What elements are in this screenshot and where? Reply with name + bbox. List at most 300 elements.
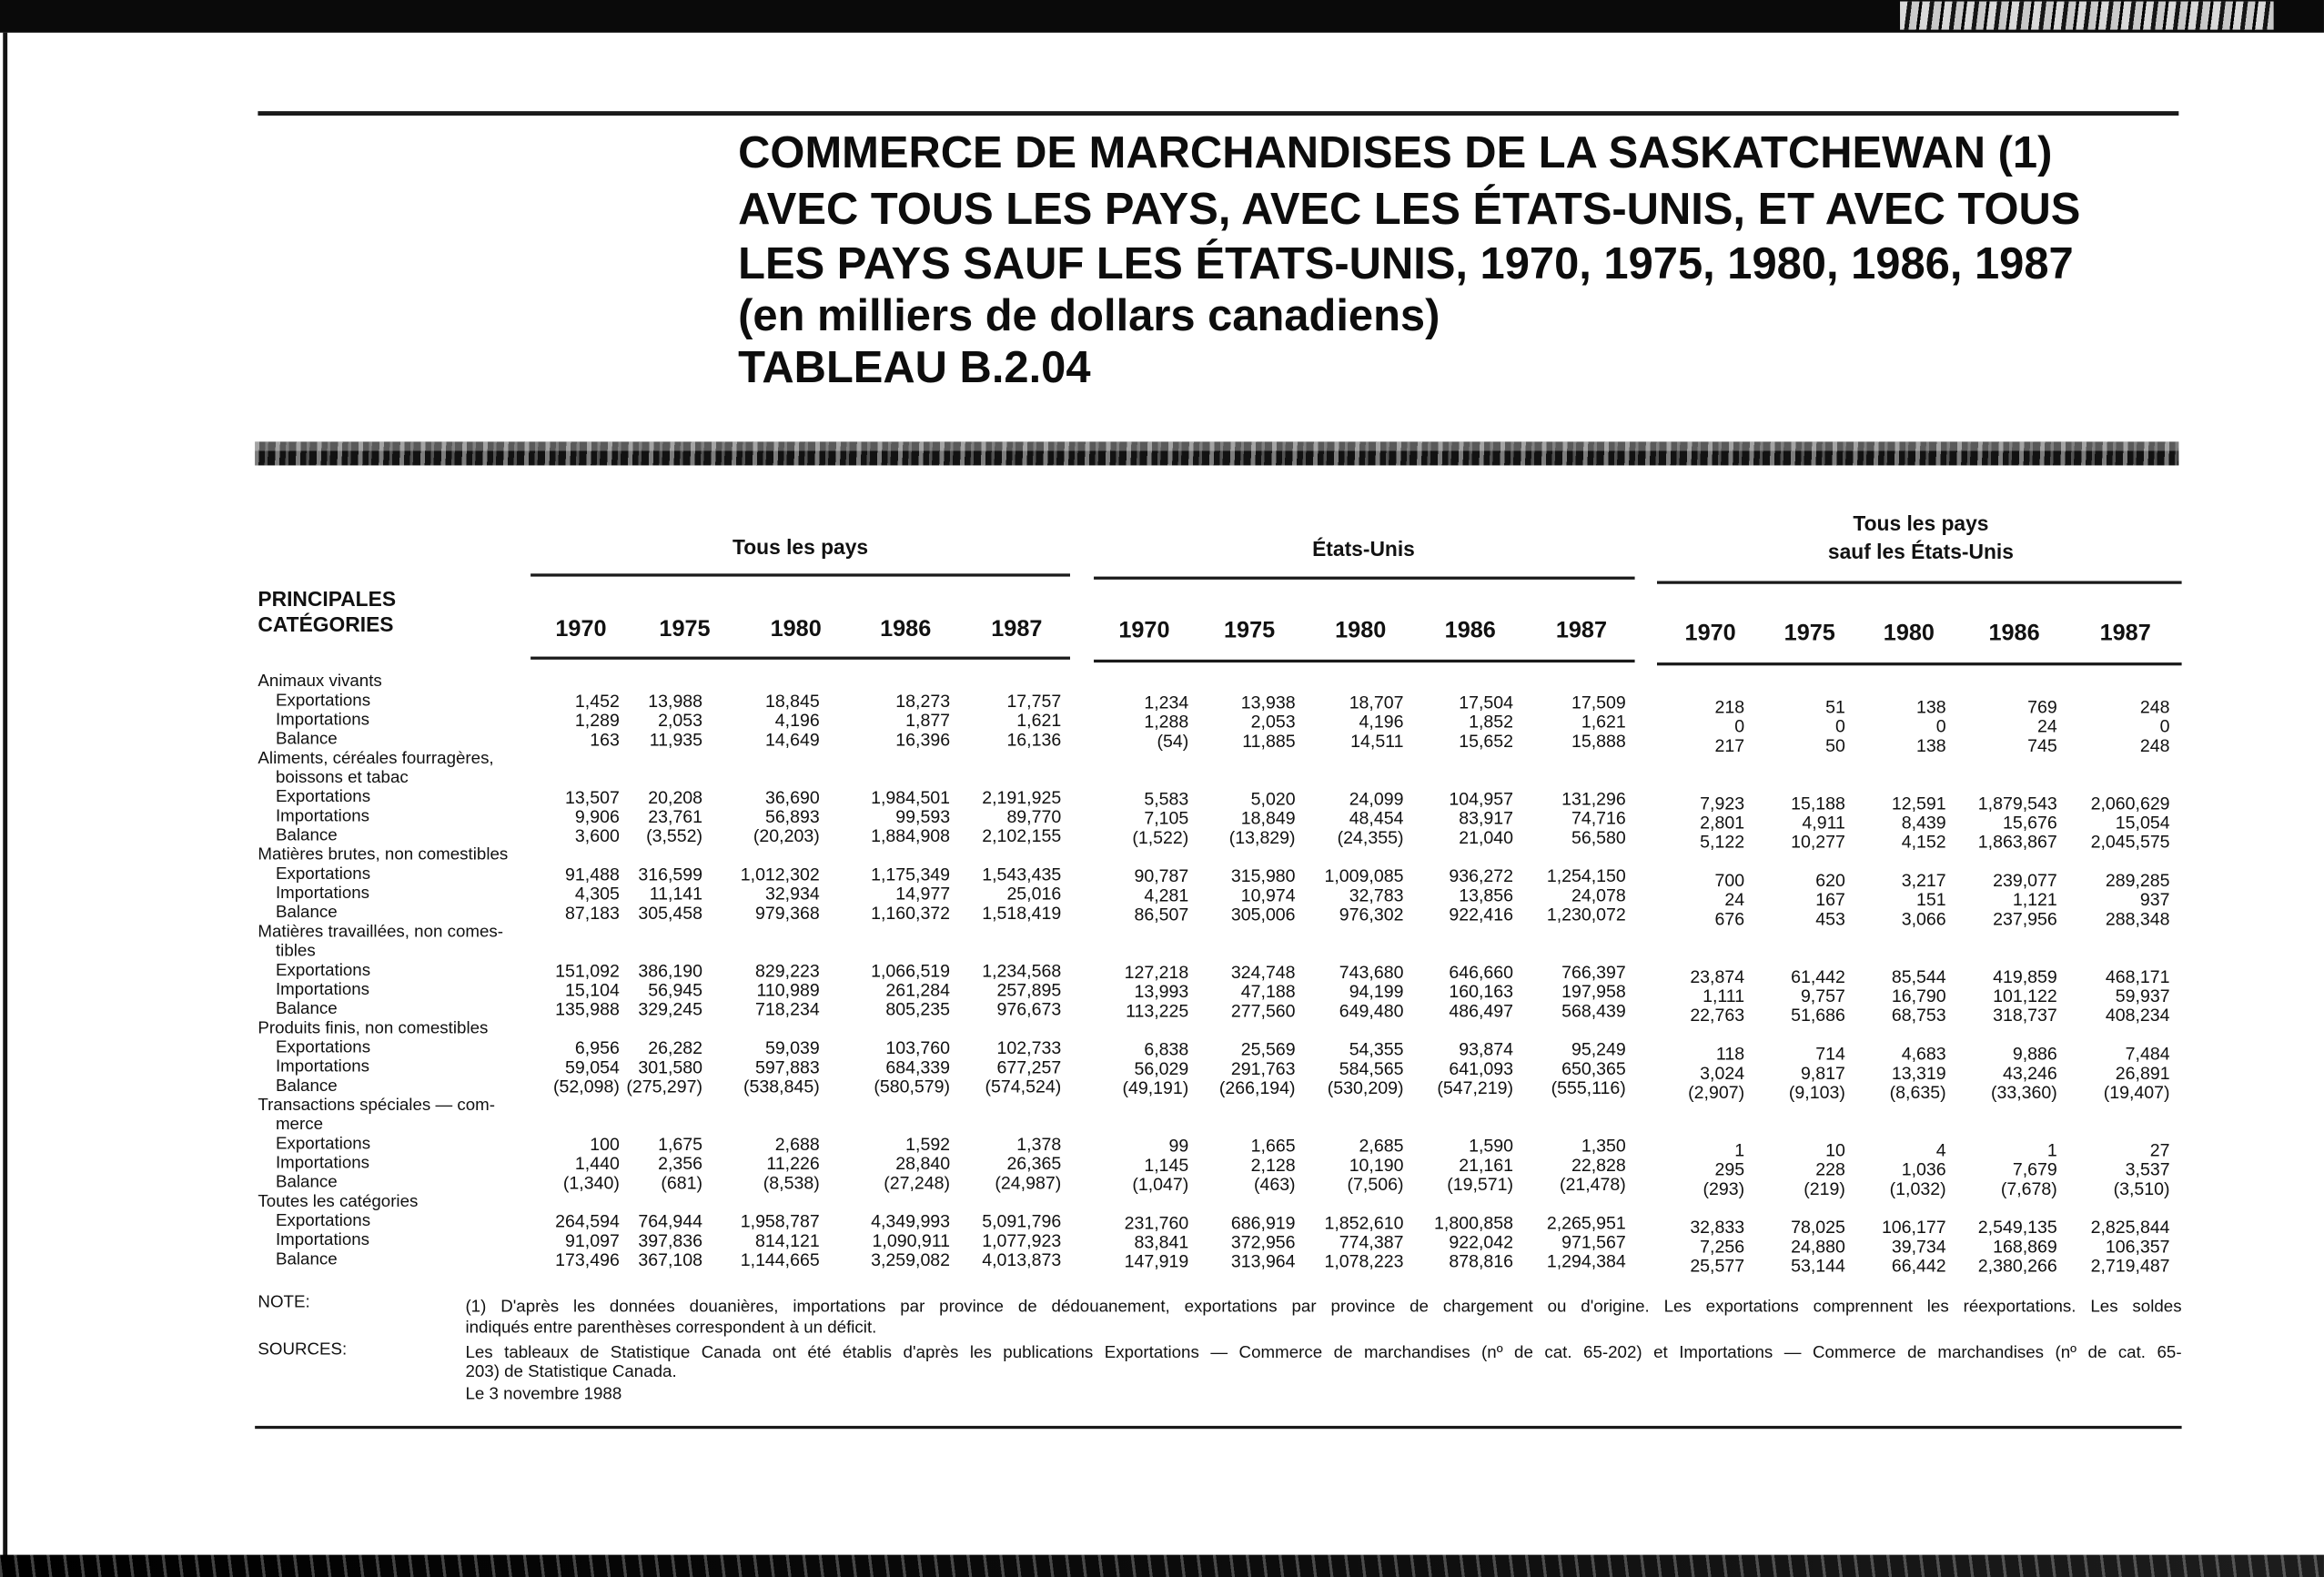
- table-cell-etats-unis: 1,590: [1469, 1135, 1514, 1157]
- table-cell-tous-les-pays: 2,102,155: [982, 825, 1062, 847]
- table-cell-tous-les-pays: 56,893: [764, 806, 820, 827]
- table-cell-tous-les-pays: 1,958,787: [740, 1210, 820, 1232]
- table-cell-etats-unis: 4,196: [1359, 711, 1404, 733]
- table-cell-sauf-etats-unis: 32,833: [1690, 1217, 1745, 1238]
- table-cell-sauf-etats-unis: (219): [1804, 1178, 1845, 1199]
- table-cell-sauf-etats-unis: 106,177: [1881, 1217, 1946, 1238]
- table-cell-tous-les-pays: 89,770: [1006, 806, 1062, 827]
- table-cell-tous-les-pays: 13,507: [565, 786, 620, 808]
- table-cell-etats-unis: 1,852,610: [1324, 1212, 1404, 1234]
- table-cell-tous-les-pays: 2,688: [774, 1134, 820, 1155]
- table-cell-sauf-etats-unis: 167: [1815, 889, 1845, 911]
- table-cell-etats-unis: 1,294,384: [1546, 1250, 1626, 1272]
- table-cell-sauf-etats-unis: 2,825,844: [2090, 1217, 2170, 1238]
- table-cell-etats-unis: 1,665: [1250, 1135, 1296, 1157]
- table-cell-etats-unis: 936,272: [1449, 865, 1514, 887]
- table-cell-tous-les-pays: 397,836: [638, 1229, 703, 1251]
- year-header-sauf-etats-unis: 1986: [1988, 621, 2040, 647]
- table-cell-etats-unis: 24,099: [1349, 788, 1404, 810]
- table-cell-etats-unis: 17,509: [1571, 692, 1626, 713]
- table-cell-etats-unis: 17,504: [1459, 692, 1514, 713]
- year-header-tous-les-pays: 1987: [991, 616, 1043, 642]
- table-cell-sauf-etats-unis: (293): [1703, 1178, 1745, 1199]
- table-cell-etats-unis: 95,249: [1571, 1038, 1626, 1060]
- table-cell-sauf-etats-unis: 16,790: [1891, 986, 1946, 1006]
- table-cell-tous-les-pays: 14,977: [895, 883, 951, 905]
- category-label: Toutes les catégories: [258, 1193, 419, 1211]
- table-cell-sauf-etats-unis: (7,678): [2000, 1178, 2057, 1199]
- table-cell-tous-les-pays: 135,988: [555, 998, 620, 1020]
- table-cell-etats-unis: 1,800,858: [1434, 1212, 1514, 1234]
- row-label: Balance: [275, 1250, 338, 1269]
- table-cell-sauf-etats-unis: 23,874: [1690, 965, 1745, 987]
- table-cell-tous-les-pays: 4,013,873: [982, 1249, 1062, 1270]
- table-cell-tous-les-pays: 1,090,911: [872, 1229, 951, 1251]
- row-label: Exportations: [275, 1038, 371, 1057]
- table-cell-sauf-etats-unis: 1,036: [1901, 1158, 1946, 1180]
- table-cell-tous-les-pays: 2,191,925: [982, 786, 1062, 808]
- table-cell-etats-unis: 1,078,223: [1324, 1250, 1404, 1272]
- table-cell-sauf-etats-unis: 9,757: [1800, 986, 1845, 1006]
- table-cell-etats-unis: 646,660: [1449, 962, 1514, 983]
- table-cell-etats-unis: 15,652: [1459, 730, 1514, 752]
- table-cell-sauf-etats-unis: 168,869: [1993, 1236, 2057, 1258]
- table-cell-sauf-etats-unis: 1,879,543: [1977, 793, 2057, 814]
- row-label: Importations: [275, 981, 370, 999]
- table-cell-tous-les-pays: 20,208: [648, 786, 703, 808]
- table-cell-etats-unis: 83,917: [1459, 807, 1514, 829]
- table-cell-etats-unis: (49,191): [1122, 1077, 1189, 1098]
- table-cell-sauf-etats-unis: 228: [1815, 1158, 1845, 1180]
- table-cell-sauf-etats-unis: 318,737: [1993, 1005, 2057, 1026]
- table-cell-etats-unis: 774,387: [1339, 1231, 1404, 1253]
- table-cell-tous-les-pays: 718,234: [755, 998, 820, 1020]
- table-cell-etats-unis: 1,145: [1144, 1154, 1189, 1176]
- row-label: Exportations: [275, 1212, 371, 1230]
- table-cell-tous-les-pays: 3,259,082: [871, 1249, 951, 1270]
- table-number: TABLEAU B.2.04: [738, 343, 1091, 393]
- table-cell-tous-les-pays: 100: [590, 1134, 620, 1155]
- year-header-etats-unis: 1986: [1444, 618, 1496, 643]
- year-header-tous-les-pays: 1980: [770, 616, 822, 642]
- table-cell-sauf-etats-unis: (33,360): [1990, 1082, 2057, 1103]
- scan-border-bottom: [0, 1555, 2324, 1577]
- table-cell-sauf-etats-unis: 15,188: [1791, 793, 1845, 814]
- table-cell-etats-unis: 649,480: [1339, 1000, 1404, 1022]
- table-cell-sauf-etats-unis: 118: [1715, 1043, 1745, 1065]
- table-cell-tous-les-pays: 386,190: [638, 960, 703, 982]
- table-cell-sauf-etats-unis: 5,122: [1700, 831, 1745, 853]
- year-rule-etats-unis: [1094, 660, 1635, 662]
- table-cell-sauf-etats-unis: 676: [1714, 908, 1745, 930]
- table-cell-etats-unis: 48,454: [1349, 807, 1404, 829]
- table-cell-tous-les-pays: (3,552): [646, 825, 703, 847]
- table-cell-sauf-etats-unis: 453: [1815, 908, 1845, 930]
- table-cell-etats-unis: 13,993: [1134, 981, 1189, 1003]
- table-cell-tous-les-pays: 32,934: [764, 883, 820, 905]
- table-cell-tous-les-pays: 11,226: [766, 1153, 820, 1175]
- table-cell-tous-les-pays: 110,989: [756, 979, 820, 1001]
- table-cell-tous-les-pays: 16,396: [895, 729, 951, 751]
- table-cell-tous-les-pays: (538,845): [743, 1076, 820, 1097]
- table-cell-tous-les-pays: (574,524): [985, 1076, 1062, 1097]
- table-cell-sauf-etats-unis: 2,719,487: [2090, 1255, 2170, 1277]
- row-label: Balance: [275, 730, 338, 749]
- table-cell-etats-unis: 315,980: [1230, 865, 1296, 887]
- table-cell-tous-les-pays: 18,845: [764, 691, 820, 712]
- document-date: Le 3 novembre 1988: [465, 1385, 622, 1404]
- table-cell-sauf-etats-unis: 4,152: [1901, 831, 1946, 853]
- table-cell-etats-unis: 1,234: [1144, 692, 1189, 713]
- table-cell-sauf-etats-unis: (3,510): [2113, 1178, 2170, 1199]
- table-cell-tous-les-pays: (52,098): [553, 1076, 620, 1097]
- table-cell-sauf-etats-unis: 51,686: [1791, 1005, 1845, 1026]
- row-label: Exportations: [275, 962, 371, 980]
- table-cell-etats-unis: 971,567: [1561, 1231, 1626, 1253]
- table-cell-etats-unis: 1,009,085: [1324, 865, 1404, 887]
- table-cell-sauf-etats-unis: 4,911: [1802, 812, 1845, 834]
- table-cell-sauf-etats-unis: 22,763: [1690, 1005, 1745, 1026]
- table-cell-tous-les-pays: 597,883: [755, 1056, 820, 1078]
- group-rule-etats-unis: [1094, 577, 1635, 580]
- table-cell-sauf-etats-unis: 745: [2027, 734, 2057, 756]
- row-header-line-1: PRINCIPALES: [258, 587, 397, 612]
- table-cell-etats-unis: 90,787: [1134, 865, 1189, 887]
- table-cell-etats-unis: 6,838: [1144, 1038, 1189, 1060]
- table-cell-sauf-etats-unis: 237,956: [1993, 908, 2057, 930]
- table-cell-etats-unis: 1,852: [1469, 711, 1514, 733]
- table-cell-tous-les-pays: 59,054: [565, 1056, 620, 1078]
- table-cell-etats-unis: 11,885: [1242, 730, 1296, 752]
- category-label: merce: [275, 1116, 324, 1135]
- table-cell-tous-les-pays: 1,378: [1016, 1134, 1062, 1155]
- year-header-tous-les-pays: 1986: [880, 616, 932, 642]
- table-cell-etats-unis: 56,580: [1571, 826, 1626, 848]
- table-cell-tous-les-pays: 805,235: [885, 998, 951, 1020]
- table-cell-etats-unis: 113,225: [1126, 1000, 1189, 1022]
- table-cell-etats-unis: 25,569: [1240, 1038, 1296, 1060]
- table-cell-tous-les-pays: (1,340): [562, 1172, 620, 1194]
- table-cell-tous-les-pays: 4,305: [574, 883, 620, 905]
- table-cell-etats-unis: (19,571): [1447, 1174, 1514, 1195]
- table-cell-etats-unis: 291,763: [1230, 1057, 1296, 1079]
- table-cell-sauf-etats-unis: 15,054: [2115, 812, 2170, 834]
- table-cell-etats-unis: 147,919: [1124, 1250, 1189, 1272]
- category-label: Aliments, céréales fourragères,: [258, 750, 494, 768]
- table-cell-tous-les-pays: 1,452: [574, 691, 620, 712]
- table-cell-sauf-etats-unis: 27: [2149, 1139, 2170, 1161]
- table-cell-sauf-etats-unis: (2,907): [1688, 1082, 1745, 1103]
- category-label: Animaux vivants: [258, 672, 382, 692]
- table-cell-tous-les-pays: 163: [590, 729, 620, 751]
- row-label: Exportations: [275, 788, 371, 807]
- table-cell-sauf-etats-unis: 419,859: [1993, 965, 2057, 987]
- table-cell-etats-unis: 54,355: [1349, 1038, 1404, 1060]
- table-cell-tous-les-pays: 1,543,435: [982, 864, 1062, 885]
- table-cell-tous-les-pays: 1,234,568: [982, 960, 1062, 982]
- table-cell-sauf-etats-unis: 24,880: [1791, 1236, 1845, 1258]
- table-cell-etats-unis: 4,281: [1144, 885, 1189, 906]
- table-cell-sauf-etats-unis: 50: [1825, 734, 1845, 756]
- table-cell-sauf-etats-unis: 25,577: [1690, 1255, 1745, 1277]
- table-cell-sauf-etats-unis: 66,442: [1891, 1255, 1946, 1277]
- table-cell-etats-unis: 5,020: [1250, 788, 1296, 810]
- table-cell-sauf-etats-unis: 1,863,867: [1977, 831, 2057, 853]
- sources-text-line-2: 203) de Statistique Canada.: [465, 1363, 677, 1382]
- scan-noise-top-right: [1900, 2, 2273, 30]
- table-cell-tous-les-pays: 26,282: [648, 1037, 703, 1058]
- row-label: Importations: [275, 885, 370, 903]
- table-cell-tous-les-pays: 264,594: [555, 1210, 620, 1232]
- table-cell-tous-les-pays: 151,092: [555, 960, 620, 982]
- table-cell-etats-unis: 131,296: [1561, 788, 1626, 810]
- table-cell-tous-les-pays: 18,273: [895, 691, 951, 712]
- table-cell-etats-unis: (555,116): [1551, 1077, 1626, 1098]
- table-cell-tous-les-pays: 99,593: [895, 806, 951, 827]
- year-header-etats-unis: 1980: [1335, 618, 1387, 643]
- table-cell-tous-les-pays: 4,349,993: [871, 1210, 951, 1232]
- category-label: Matières travaillées, non comes-: [258, 923, 504, 942]
- row-label: Importations: [275, 1231, 370, 1250]
- table-cell-etats-unis: 10,974: [1240, 885, 1296, 906]
- title-line-1: COMMERCE DE MARCHANDISES DE LA SASKATCHEWAN (1): [738, 128, 2053, 178]
- table-cell-tous-les-pays: 1,077,923: [982, 1229, 1062, 1251]
- table-cell-etats-unis: 568,439: [1561, 1000, 1626, 1022]
- bottom-rule: [255, 1426, 2181, 1429]
- subtitle-units: (en milliers de dollars canadiens): [738, 291, 1440, 341]
- table-cell-sauf-etats-unis: 51: [1825, 696, 1845, 718]
- year-rule-tous-les-pays: [530, 657, 1070, 660]
- table-cell-etats-unis: 1,230,072: [1546, 904, 1626, 925]
- table-cell-tous-les-pays: 684,339: [885, 1056, 951, 1078]
- table-cell-etats-unis: 650,365: [1561, 1057, 1626, 1079]
- table-cell-sauf-etats-unis: 9,817: [1800, 1062, 1845, 1084]
- table-cell-sauf-etats-unis: 2,045,575: [2090, 831, 2170, 853]
- table-cell-tous-les-pays: 316,599: [638, 864, 703, 885]
- table-cell-etats-unis: 10,190: [1349, 1154, 1404, 1176]
- table-cell-etats-unis: 18,707: [1349, 692, 1404, 713]
- group-header-sauf-etats-unis-line-2: sauf les États-Unis: [1827, 539, 2014, 563]
- year-header-tous-les-pays: 1970: [555, 616, 607, 642]
- table-cell-tous-les-pays: 1,984,501: [871, 786, 951, 808]
- table-cell-etats-unis: 976,302: [1339, 904, 1404, 925]
- table-cell-sauf-etats-unis: 217: [1714, 734, 1745, 756]
- table-cell-tous-les-pays: 1,592: [905, 1134, 951, 1155]
- table-cell-tous-les-pays: 2,053: [658, 710, 703, 731]
- table-cell-tous-les-pays: 26,365: [1006, 1153, 1062, 1175]
- table-cell-etats-unis: 766,397: [1561, 962, 1626, 983]
- table-cell-etats-unis: 2,128: [1250, 1154, 1296, 1176]
- table-cell-tous-les-pays: 764,944: [638, 1210, 703, 1232]
- table-cell-etats-unis: (1,522): [1132, 826, 1189, 848]
- table-cell-etats-unis: 13,938: [1240, 692, 1296, 713]
- group-header-sauf-etats-unis-line-1: Tous les pays: [1853, 511, 1989, 535]
- table-cell-etats-unis: 93,874: [1459, 1038, 1514, 1060]
- table-cell-etats-unis: 86,507: [1134, 904, 1189, 925]
- table-cell-etats-unis: 13,856: [1459, 885, 1514, 906]
- table-cell-tous-les-pays: 16,136: [1006, 729, 1062, 751]
- table-cell-etats-unis: 2,265,951: [1546, 1212, 1626, 1234]
- table-cell-etats-unis: 1,621: [1581, 711, 1626, 733]
- year-header-sauf-etats-unis: 1975: [1783, 621, 1835, 647]
- row-label: Importations: [275, 1057, 370, 1077]
- table-cell-sauf-etats-unis: (9,103): [1788, 1082, 1845, 1103]
- table-cell-sauf-etats-unis: 218: [1714, 696, 1745, 718]
- table-cell-tous-les-pays: 91,488: [565, 864, 620, 885]
- table-cell-sauf-etats-unis: 620: [1815, 870, 1845, 891]
- table-cell-sauf-etats-unis: 3,066: [1901, 908, 1946, 930]
- row-label: Balance: [275, 904, 338, 923]
- table-cell-sauf-etats-unis: 0: [1734, 715, 1745, 737]
- table-cell-etats-unis: 313,964: [1230, 1250, 1296, 1272]
- table-cell-tous-les-pays: 102,733: [996, 1037, 1062, 1058]
- table-cell-tous-les-pays: 11,935: [649, 729, 703, 751]
- table-cell-etats-unis: 18,849: [1240, 807, 1296, 829]
- table-cell-sauf-etats-unis: 3,024: [1700, 1062, 1745, 1084]
- row-label: Exportations: [275, 1135, 371, 1154]
- table-cell-etats-unis: 83,841: [1134, 1231, 1189, 1253]
- row-label: Balance: [275, 1000, 338, 1018]
- table-cell-tous-les-pays: 2,356: [658, 1153, 703, 1175]
- table-cell-sauf-etats-unis: 288,348: [2105, 908, 2170, 930]
- table-cell-tous-les-pays: 305,458: [638, 902, 703, 924]
- table-cell-tous-les-pays: 1,675: [658, 1134, 703, 1155]
- table-cell-etats-unis: 197,958: [1561, 981, 1626, 1003]
- table-cell-sauf-etats-unis: 2,380,266: [1977, 1255, 2057, 1277]
- group-header-tous-les-pays: Tous les pays: [732, 534, 869, 560]
- table-cell-sauf-etats-unis: 289,285: [2105, 870, 2170, 891]
- table-cell-tous-les-pays: 1,289: [574, 710, 620, 731]
- table-cell-tous-les-pays: (275,297): [626, 1076, 703, 1097]
- table-cell-sauf-etats-unis: 85,544: [1891, 965, 1946, 987]
- table-cell-tous-les-pays: 15,104: [565, 979, 620, 1001]
- sources-label: SOURCES:: [258, 1341, 348, 1360]
- row-header-line-2: CATÉGORIES: [258, 612, 394, 636]
- table-cell-sauf-etats-unis: 26,891: [2115, 1062, 2170, 1084]
- year-header-etats-unis: 1975: [1223, 618, 1276, 643]
- row-label: Exportations: [275, 865, 371, 884]
- table-cell-tous-les-pays: 814,121: [755, 1229, 820, 1251]
- table-cell-sauf-etats-unis: 769: [2027, 696, 2057, 718]
- table-cell-etats-unis: (463): [1253, 1174, 1296, 1195]
- table-cell-sauf-etats-unis: 408,234: [2105, 1005, 2170, 1026]
- table-cell-sauf-etats-unis: 1: [2046, 1139, 2057, 1161]
- table-cell-sauf-etats-unis: 59,937: [2115, 986, 2170, 1006]
- table-cell-sauf-etats-unis: 138: [1915, 696, 1946, 718]
- table-cell-sauf-etats-unis: 239,077: [1993, 870, 2057, 891]
- table-cell-tous-les-pays: 17,757: [1006, 691, 1062, 712]
- table-cell-sauf-etats-unis: 2,060,629: [2090, 793, 2170, 814]
- table-cell-tous-les-pays: 1,144,665: [740, 1249, 820, 1270]
- sources-text-line-1: Les tableaux de Statistique Canada ont été établis d'après les publications Exportations — Commerce de marchandises (nº de cat. 65-202) et Importations — Commerce de marchandises (nº de cat. 65-: [465, 1344, 2182, 1362]
- table-cell-sauf-etats-unis: 3,537: [2125, 1158, 2170, 1180]
- table-cell-tous-les-pays: 173,496: [555, 1249, 620, 1270]
- table-cell-sauf-etats-unis: 0: [2159, 715, 2170, 737]
- table-cell-tous-les-pays: 329,245: [638, 998, 703, 1020]
- table-cell-tous-les-pays: 367,108: [638, 1249, 703, 1270]
- table-cell-etats-unis: 486,497: [1449, 1000, 1514, 1022]
- table-cell-etats-unis: (547,219): [1437, 1077, 1514, 1098]
- table-cell-sauf-etats-unis: (1,032): [1889, 1178, 1946, 1199]
- table-cell-etats-unis: 47,188: [1240, 981, 1296, 1003]
- group-rule-sauf-etats-unis: [1657, 581, 2182, 583]
- table-cell-tous-les-pays: 23,761: [648, 806, 703, 827]
- table-cell-sauf-etats-unis: 714: [1815, 1043, 1845, 1065]
- table-cell-tous-les-pays: 4,196: [774, 710, 820, 731]
- table-cell-tous-les-pays: 14,649: [764, 729, 820, 751]
- year-header-sauf-etats-unis: 1970: [1684, 621, 1736, 647]
- table-cell-sauf-etats-unis: 700: [1714, 870, 1745, 891]
- table-cell-sauf-etats-unis: (8,635): [1889, 1082, 1946, 1103]
- table-cell-etats-unis: (54): [1157, 730, 1189, 752]
- table-cell-tous-les-pays: 56,945: [648, 979, 703, 1001]
- category-label: tibles: [275, 942, 316, 961]
- table-cell-tous-les-pays: 976,673: [996, 998, 1062, 1020]
- table-cell-tous-les-pays: 9,906: [574, 806, 620, 827]
- table-cell-tous-les-pays: 1,175,349: [871, 864, 951, 885]
- table-cell-sauf-etats-unis: 468,171: [2105, 965, 2170, 987]
- year-header-tous-les-pays: 1975: [659, 616, 711, 642]
- table-cell-sauf-etats-unis: 68,753: [1891, 1005, 1946, 1026]
- table-cell-sauf-etats-unis: 1,121: [2012, 889, 2057, 911]
- row-label: Balance: [275, 826, 338, 845]
- table-cell-sauf-etats-unis: 43,246: [2002, 1062, 2057, 1084]
- table-cell-sauf-etats-unis: 12,591: [1891, 793, 1946, 814]
- table-cell-etats-unis: 7,105: [1144, 807, 1189, 829]
- table-cell-sauf-etats-unis: 138: [1915, 734, 1946, 756]
- row-label: Balance: [275, 1174, 338, 1192]
- table-cell-sauf-etats-unis: 151: [1915, 889, 1946, 911]
- table-cell-sauf-etats-unis: 53,144: [1791, 1255, 1845, 1277]
- table-cell-etats-unis: 686,919: [1230, 1212, 1296, 1234]
- table-cell-etats-unis: 94,199: [1349, 981, 1404, 1003]
- table-cell-sauf-etats-unis: 7,923: [1700, 793, 1745, 814]
- category-label: Produits finis, non comestibles: [258, 1019, 489, 1038]
- table-cell-etats-unis: 24,078: [1571, 885, 1626, 906]
- table-cell-etats-unis: 743,680: [1339, 962, 1404, 983]
- table-cell-sauf-etats-unis: 248: [2139, 696, 2170, 718]
- table-cell-etats-unis: 324,748: [1230, 962, 1296, 983]
- table-cell-sauf-etats-unis: 7,484: [2125, 1043, 2170, 1065]
- row-label: Exportations: [275, 692, 371, 711]
- table-cell-sauf-etats-unis: 248: [2139, 734, 2170, 756]
- table-cell-etats-unis: 15,888: [1571, 730, 1626, 752]
- table-cell-sauf-etats-unis: 937: [2139, 889, 2170, 911]
- table-cell-etats-unis: 127,218: [1124, 962, 1189, 983]
- table-cell-tous-les-pays: (20,203): [753, 825, 820, 847]
- table-cell-sauf-etats-unis: 2,549,135: [1977, 1217, 2057, 1238]
- table-cell-sauf-etats-unis: 106,357: [2105, 1236, 2170, 1258]
- table-cell-etats-unis: 32,783: [1349, 885, 1404, 906]
- table-cell-sauf-etats-unis: 24: [1724, 889, 1745, 911]
- table-cell-tous-les-pays: 257,895: [996, 979, 1062, 1001]
- table-cell-tous-les-pays: 25,016: [1006, 883, 1062, 905]
- year-header-etats-unis: 1987: [1555, 618, 1608, 643]
- table-cell-etats-unis: 5,583: [1144, 788, 1189, 810]
- table-cell-tous-les-pays: 829,223: [755, 960, 820, 982]
- title-line-2: AVEC TOUS LES PAYS, AVEC LES ÉTATS-UNIS, ET AVEC TOUS: [738, 185, 2081, 235]
- row-label: Importations: [275, 1154, 370, 1173]
- row-label: Importations: [275, 711, 370, 730]
- table-cell-etats-unis: 641,093: [1449, 1057, 1514, 1079]
- table-cell-tous-les-pays: 59,039: [764, 1037, 820, 1058]
- table-cell-sauf-etats-unis: 295: [1714, 1158, 1745, 1180]
- table-cell-sauf-etats-unis: 101,122: [1993, 986, 2057, 1006]
- table-cell-tous-les-pays: 11,141: [649, 883, 703, 905]
- category-label: boissons et tabac: [275, 769, 409, 787]
- table-cell-etats-unis: 922,416: [1449, 904, 1514, 925]
- table-cell-sauf-etats-unis: 61,442: [1791, 965, 1845, 987]
